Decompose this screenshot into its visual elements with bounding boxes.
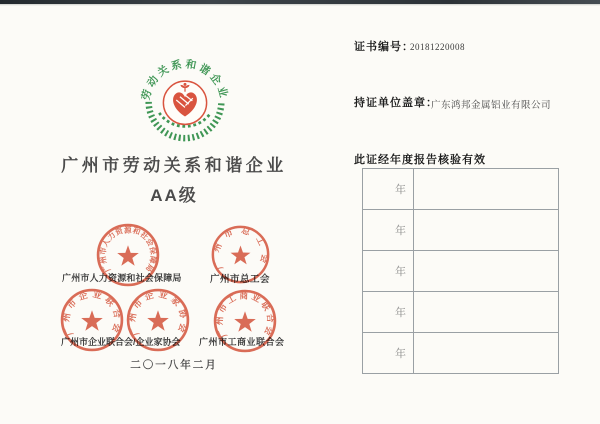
official-seal-industry-commerce-icon <box>212 288 278 354</box>
svg-text:广州市总工会: 广州市总工会 <box>210 224 271 272</box>
year-cell: 年 <box>363 210 414 250</box>
year-cell: 年 <box>363 251 414 291</box>
annual-verification-title: 此证经年度报告核验有效 <box>354 154 486 166</box>
issuer-name-enterprise-federation: 广州市企业联合会/企业家协会 <box>61 337 181 347</box>
official-seal-entrepreneur-association-icon <box>125 287 191 353</box>
table-row <box>363 210 558 251</box>
official-seal-hr-bureau-icon <box>95 222 161 288</box>
svg-text:广州市工商业联合会: 广州市工商业联合会 <box>214 290 276 340</box>
holder-seal-label: 持证单位盖章： <box>354 97 438 109</box>
issuer-name-hr-bureau: 广州市人力资源和社会保障局 <box>62 273 182 283</box>
emblem-ring-text: 劳动关系和谐企业 <box>139 58 231 102</box>
harmonious-labor-emblem-icon <box>139 54 231 146</box>
certificate-title: 广州市劳动关系和谐企业 <box>61 156 287 175</box>
table-row <box>363 292 558 333</box>
issue-date: 二〇一八年二月 <box>130 359 218 371</box>
svg-text:广州市企业联合会: 广州市企业联合会 <box>60 288 124 338</box>
official-seal-trade-union-icon <box>210 224 271 285</box>
table-row <box>363 251 558 292</box>
issuer-name-trade-union: 广州市总工会 <box>210 274 271 285</box>
table-row <box>363 169 558 210</box>
year-cell: 年 <box>363 169 414 209</box>
certificate-number-label: 证书编号： <box>354 41 414 53</box>
official-seal-enterprise-federation-icon <box>59 287 125 353</box>
blank-cell <box>414 169 558 209</box>
table-row <box>363 333 558 373</box>
scan-top-shadow <box>0 4 600 6</box>
certificate-number-value: 20181220008 <box>410 42 465 52</box>
blank-cell <box>414 251 558 291</box>
svg-text:广州市人力资源和社会保障局: 广州市人力资源和社会保障局 <box>98 225 158 274</box>
annual-verification-table <box>362 168 559 374</box>
year-cell: 年 <box>363 333 414 373</box>
year-cell: 年 <box>363 292 414 332</box>
blank-cell <box>414 292 558 332</box>
holder-company-name: 广东鸿邦金属铝业有限公司 <box>431 100 552 111</box>
certificate-grade: AA级 <box>150 186 198 205</box>
issuer-name-industry-commerce-federation: 广州市工商业联合会 <box>199 337 285 347</box>
blank-cell <box>414 210 558 250</box>
blank-cell <box>414 333 558 373</box>
svg-text:广州市企业家协会: 广州市企业家协会 <box>126 288 190 338</box>
